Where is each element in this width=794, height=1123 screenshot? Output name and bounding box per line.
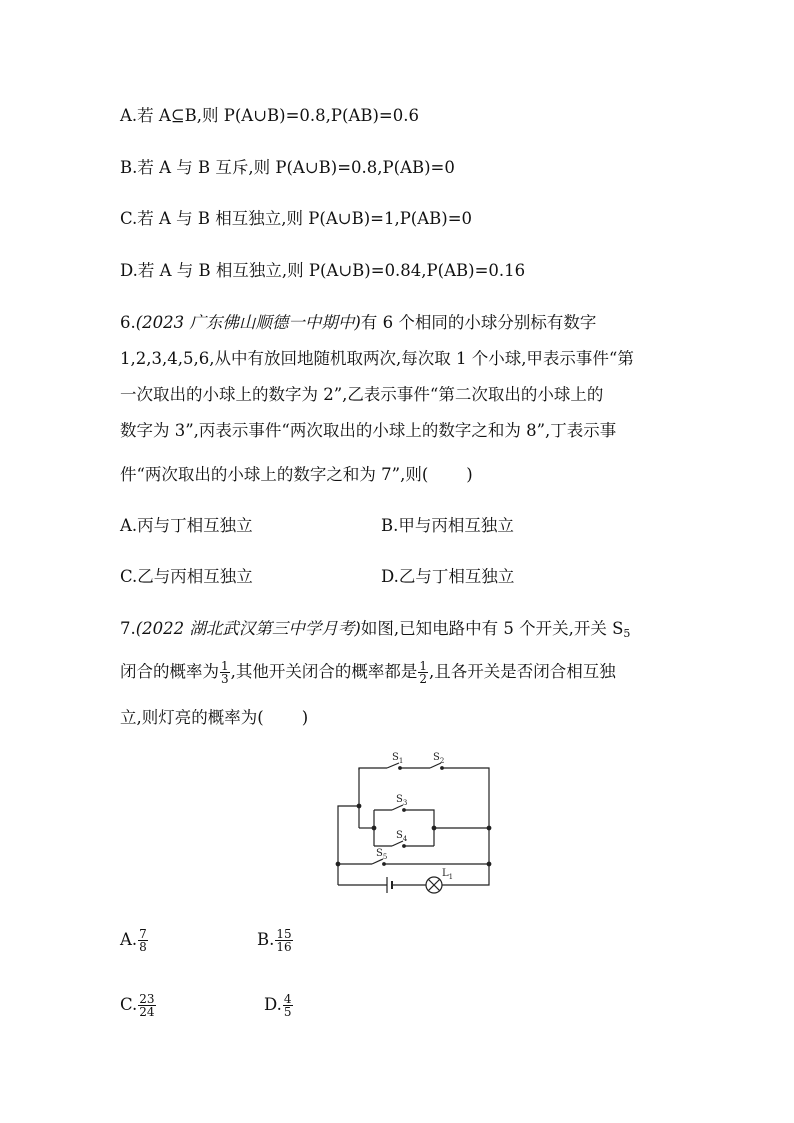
switch-s5 [372,859,383,864]
q6-source: (2023 广东佛山顺德一中期中) [135,313,361,332]
q6-option-c: C.乙与丙相互独立 [120,567,253,586]
q6-stem-end: 件“两次取出的小球上的数字之和为 7”,则( [120,465,429,484]
q6-text: 有 6 个相同的小球分别标有数字 [360,313,597,332]
q7-option-c: C. $\frac{23}{24}$ [120,992,155,1019]
q6-option-a: A.丙与丁相互独立 [120,516,253,535]
q7-line-3 [120,707,308,729]
q7-text-a: 闭合的概率为 [120,662,219,681]
q7-text-b: ,其他开关闭合的概率都是 [230,662,418,681]
q6-option-b: B.甲与丙相互独立 [381,516,514,535]
q6-number: 6. [120,313,136,332]
q5-option-c: C.若 A 与 B 相互独立,则 P(A∪B)=1,P(AB)=0 [120,209,473,228]
switch-s1 [387,763,399,768]
q7-line-1 [120,618,630,645]
q5-option-b: B.若 A 与 B 互斥,则 P(A∪B)=0.8,P(AB)=0 [120,158,455,177]
q7-stem-end: 立,则灯亮的概率为( [120,708,264,727]
q7-close-paren: ) [301,708,309,727]
q6-close-paren: ) [466,465,473,484]
q6-line-5 [120,464,473,486]
q5-option-a: A.若 A⊆B,则 P(A∪B)=0.8,P(AB)=0.6 [120,106,419,125]
q7-s5-subscript: 5 [623,627,631,640]
q6-line-3: 一次取出的小球上的数字为 2”,乙表示事件“第二次取出的小球上的 [120,385,604,404]
q6-option-d: D.乙与丁相互独立 [381,567,515,586]
q7-line-2 [120,660,616,685]
q7-option-b: B. $\frac{15}{16}$ [257,927,292,954]
switch-s4 [392,841,403,846]
label-s1: $S_1$ [392,752,404,765]
label-lamp: $L_1$ [442,868,454,881]
circuit-diagram [330,748,500,898]
label-s5: $S_5$ [376,848,388,861]
q6-line-2: 1,2,3,4,5,6,从中有放回地随机取两次,每次取 1 个小球,甲表示事件“第 [120,349,634,368]
wire-top-right [442,768,489,864]
q6-line-4: 数字为 3”,丙表示事件“两次取出的小球上的数字之和为 8”,丁表示事 [120,421,617,440]
switch-s3 [392,805,403,810]
label-s3: $S_3$ [396,794,408,807]
fraction-one-third: $\frac{1}{3}$ [221,659,229,686]
q5-option-d: D.若 A 与 B 相互独立,则 P(A∪B)=0.84,P(AB)=0.16 [120,261,526,280]
q7-source: (2022 湖北武汉第三中学月考) [135,619,361,638]
wire-top-left [359,768,387,770]
q6-line-1 [120,312,596,334]
fraction-one-half: $\frac{1}{2}$ [419,659,428,686]
wire-left [338,806,359,885]
q7-text: 如图,已知电路中有 5 个开关,开关 S [360,619,624,638]
label-s4: $S_4$ [396,830,408,843]
q7-option-a: A. $\frac{7}{8}$ [120,927,147,954]
q7-option-d: D. $\frac{4}{5}$ [264,992,292,1019]
q7-text-c: ,且各开关是否闭合相互独 [429,662,616,681]
q7-number: 7. [120,619,136,638]
label-s2: $S_2$ [433,752,445,765]
